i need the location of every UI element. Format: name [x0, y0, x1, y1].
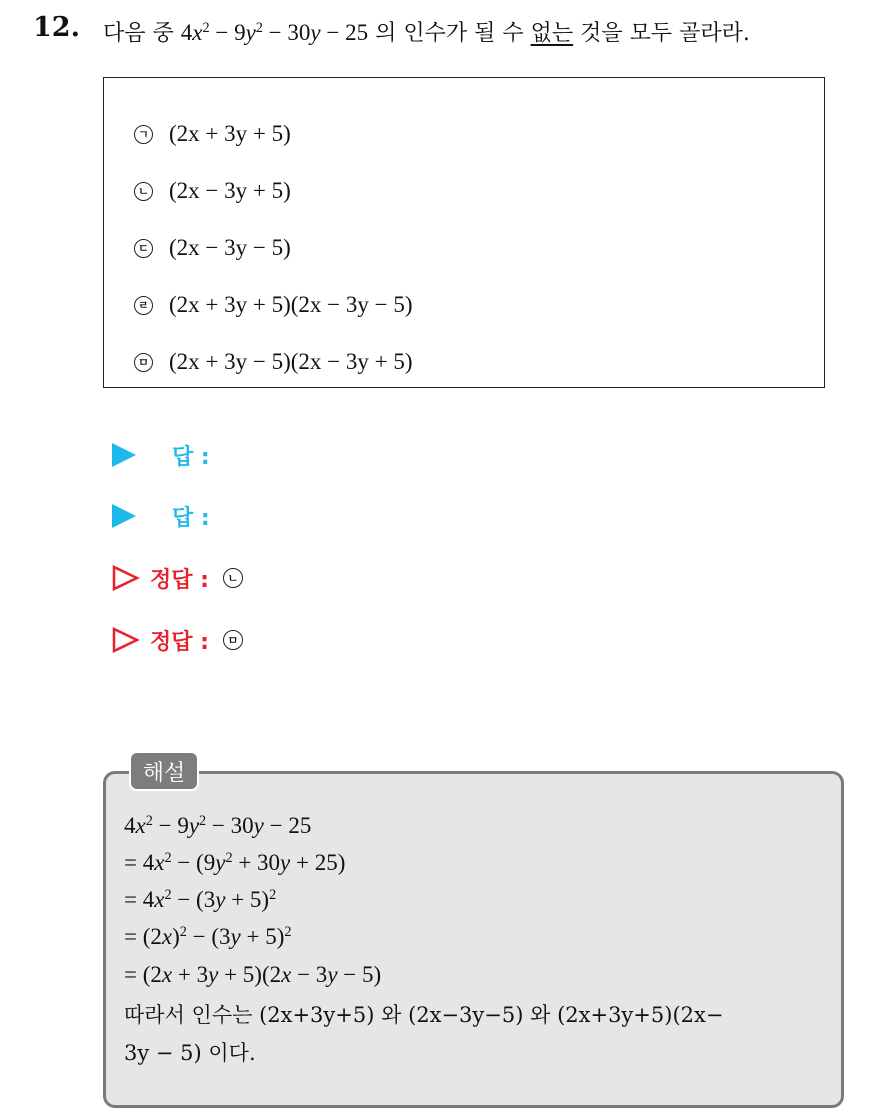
question-suffix-2: 것을 모두 골라라. — [573, 21, 750, 46]
correct-answer-label: 정답 : — [150, 629, 209, 655]
correct-answer-label: 정답 : — [150, 567, 209, 593]
correct-answer-value: ㅁ — [223, 630, 243, 650]
explanation-step: = $4x^2 - (9y^2 + 30y + 25)$ — [124, 850, 346, 875]
choice-expression: (2x − 3y − 5) — [169, 235, 291, 260]
circled-marker: ㄱ — [134, 125, 153, 144]
explanation-step: = $(2x)^2 - (3y + 5)^2$ — [124, 924, 292, 949]
choice-expression: (2x − 3y + 5) — [169, 178, 291, 203]
explanation-step: = $4x^2 - (3y + 5)^2$ — [124, 887, 277, 912]
answer-blank-row — [112, 438, 210, 472]
choice-box — [103, 77, 825, 388]
choice-item — [134, 118, 291, 150]
circled-marker: ㅁ — [134, 353, 153, 372]
question-suffix-1: 의 인수가 될 수 — [368, 21, 531, 46]
choice-item — [134, 346, 413, 378]
question-prefix: 다음 중 — [103, 21, 181, 46]
circled-marker: ㄷ — [134, 239, 153, 258]
correct-answer-row — [112, 561, 243, 595]
answer-label: 답 : — [172, 505, 210, 531]
explanation-step: = (2x + 3y + 5)(2x − 3y − 5) — [124, 962, 382, 987]
choice-item — [134, 232, 291, 264]
play-triangle-icon — [112, 443, 136, 467]
correct-answer-value: ㄴ — [223, 568, 243, 588]
choice-expression: (2x + 3y + 5) — [169, 121, 291, 146]
choice-item — [134, 289, 413, 321]
answer-label: 답 : — [172, 444, 210, 470]
choice-expression: (2x + 3y − 5)(2x − 3y + 5) — [169, 349, 413, 374]
explanation-conclusion: 3y − 5) 이다. — [124, 1041, 256, 1065]
answer-blank-row — [112, 499, 210, 533]
correct-answer-row — [112, 623, 243, 657]
circled-marker: ㄹ — [134, 296, 153, 315]
question-expression: $4x^2 - 9y^2 - 30y - 25$ — [180, 20, 369, 45]
question-underlined-word: 없는 — [530, 21, 574, 46]
choice-item — [134, 175, 291, 207]
explanation-step: $4x^2 - 9y^2 - 30y - 25$ — [124, 813, 312, 838]
outline-triangle-icon — [112, 627, 140, 653]
play-triangle-icon — [112, 504, 136, 528]
outline-triangle-icon — [112, 565, 140, 591]
question-text — [103, 16, 873, 47]
question-number: 12. — [33, 12, 80, 43]
choice-expression: (2x + 3y + 5)(2x − 3y − 5) — [169, 292, 413, 317]
explanation-conclusion: 따라서 인수는 (2x+3y+5) 와 (2x−3y−5) 와 (2x+3y+5)(2x− — [124, 1003, 724, 1027]
circled-marker: ㄴ — [134, 182, 153, 201]
explanation-tab: 해설 — [129, 751, 199, 791]
